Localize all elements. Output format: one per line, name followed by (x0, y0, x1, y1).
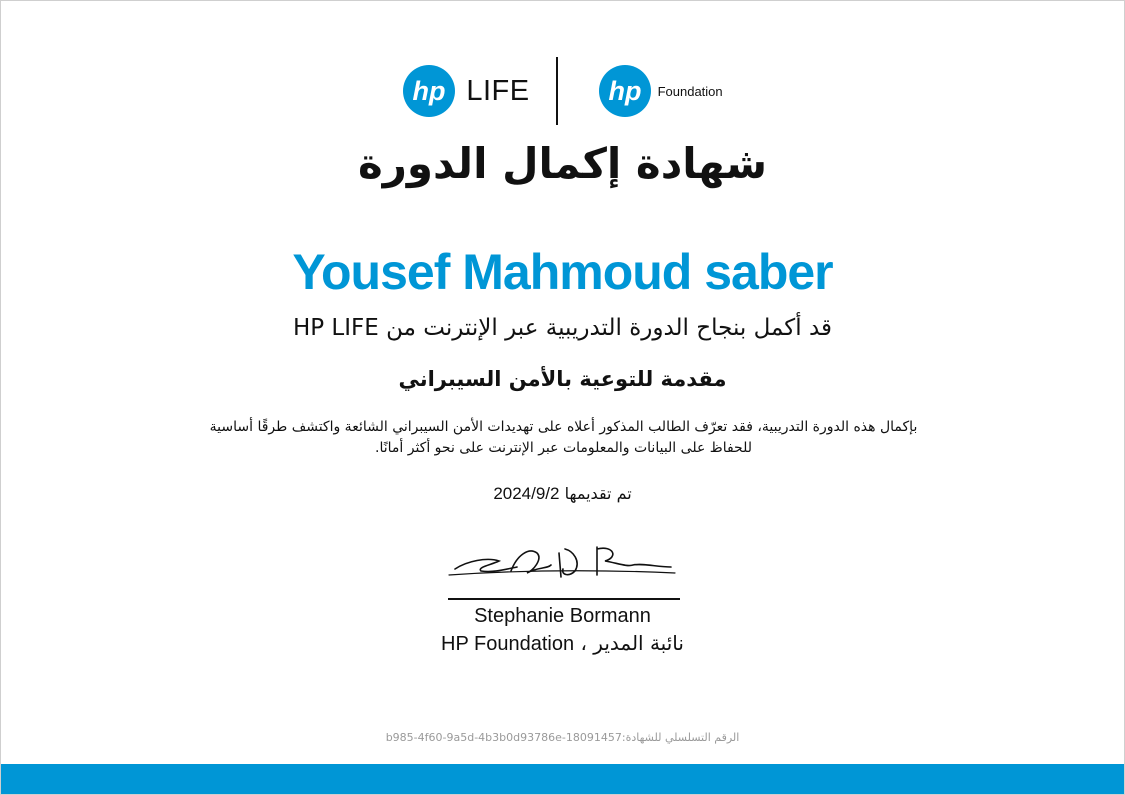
description-line-1: بإكمال هذه الدورة التدريبية، فقد تعرّف الطالب المذكور أعلاه على تهديدات الأمن السيبراني الشائعة واكتشف طرقًا أساسية (209, 419, 918, 435)
course-description (161, 417, 966, 459)
description-line-2: للحفاظ على البيانات والمعلومات عبر الإنترنت على نحو أكثر أمانًا. (375, 440, 752, 456)
hp-logo-icon (402, 64, 456, 118)
signer-role: نائبة المدير ، (580, 631, 684, 655)
hp-foundation-logo (598, 64, 723, 118)
recipient-name: Yousef Mahmoud saber (292, 244, 833, 300)
signer-organization: HP Foundation (441, 633, 575, 655)
certificate-serial-number: الرقم التسلسلي للشهادة:18091457-b985-4f60-9a5d-4b3b0d93786e (385, 731, 740, 744)
presented-label: تم تقديمها (564, 484, 632, 503)
completion-statement: قد أكمل بنجاح الدورة التدريبية عبر الإنترنت من HP LIFE (292, 315, 833, 341)
hp-logo-icon (598, 64, 652, 118)
logo-header (1, 57, 1124, 125)
life-wordmark: LIFE (466, 74, 530, 107)
svg-text:hp: hp (608, 76, 642, 106)
svg-text:hp: hp (412, 76, 446, 106)
signature-image (447, 541, 683, 585)
foundation-wordmark: Foundation (657, 83, 723, 99)
bottom-accent-bar (1, 764, 1124, 794)
signer-role-line (1, 631, 1124, 656)
signer-name: Stephanie Bormann (474, 605, 651, 627)
signature-line (448, 598, 680, 600)
hp-life-logo (402, 64, 529, 118)
presented-date: 2024/9/2 (493, 484, 560, 503)
presented-date-line (1, 484, 1124, 504)
certificate-title: شهادة إكمال الدورة (357, 139, 768, 188)
logo-divider (556, 57, 558, 125)
course-title: مقدمة للتوعية بالأمن السيبراني (398, 367, 727, 391)
